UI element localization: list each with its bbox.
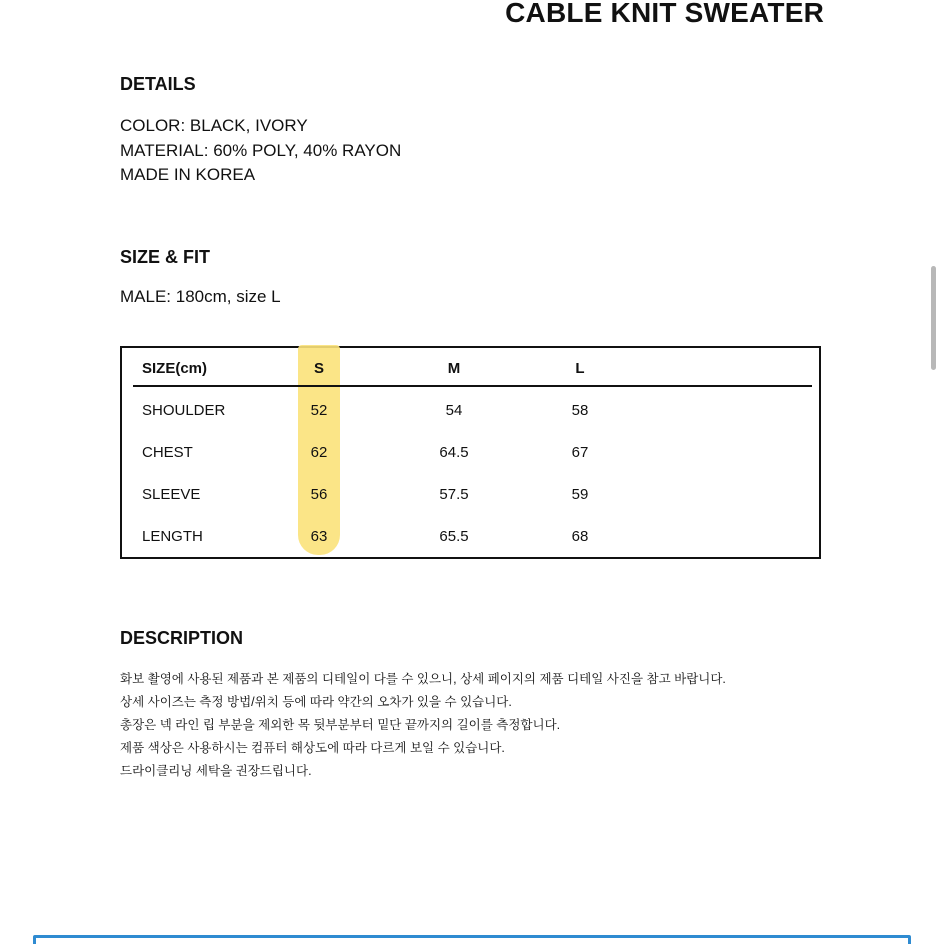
table-cell: 54 xyxy=(445,402,463,419)
description-line: 총장은 넥 라인 립 부분을 제외한 목 뒷부분부터 밑단 끝까지의 길이를 측정합니다. xyxy=(120,718,561,732)
description-line: 제품 색상은 사용하시는 컴퓨터 해상도에 따라 다르게 보일 수 있습니다. xyxy=(120,741,505,755)
table-row-label: SLEEVE xyxy=(142,486,201,503)
detail-color: COLOR: BLACK, IVORY xyxy=(120,116,308,135)
bottom-action-box[interactable] xyxy=(33,935,911,944)
description-heading: DESCRIPTION xyxy=(120,628,244,648)
table-cell: 63 xyxy=(310,528,328,545)
description-line: 상세 사이즈는 측정 방법/위치 등에 따라 약간의 오차가 있을 수 있습니다. xyxy=(120,695,512,709)
description-line: 드라이클리닝 세탁을 권장드립니다. xyxy=(120,764,312,778)
table-cell: 64.5 xyxy=(439,444,469,461)
table-header-l: L xyxy=(575,360,585,377)
model-info: MALE: 180cm, size L xyxy=(120,287,281,306)
table-header-divider xyxy=(133,385,812,387)
size-fit-heading: SIZE & FIT xyxy=(120,247,210,267)
table-cell: 59 xyxy=(571,486,589,503)
description-list xyxy=(120,668,726,783)
table-cell: 58 xyxy=(571,402,589,419)
table-cell: 65.5 xyxy=(439,528,469,545)
detail-origin: MADE IN KOREA xyxy=(120,165,256,184)
table-header-m: M xyxy=(447,360,461,377)
size-table xyxy=(120,346,821,559)
scrollbar-thumb[interactable] xyxy=(931,266,936,370)
table-cell: 67 xyxy=(571,444,589,461)
table-row-label: SHOULDER xyxy=(142,402,226,419)
table-cell: 57.5 xyxy=(439,486,469,503)
table-row-label: CHEST xyxy=(142,444,193,461)
product-title: CABLE KNIT SWEATER xyxy=(505,0,824,28)
table-cell: 68 xyxy=(571,528,589,545)
description-line: 화보 촬영에 사용된 제품과 본 제품의 디테일이 다를 수 있으니, 상세 페이지의 제품 디테일 사진을 참고 바랍니다. xyxy=(120,672,726,686)
detail-material: MATERIAL: 60% POLY, 40% RAYON xyxy=(120,140,402,160)
table-row-label: LENGTH xyxy=(142,528,203,545)
details-heading: DETAILS xyxy=(120,74,196,94)
table-header-s: S xyxy=(313,360,325,377)
table-cell: 62 xyxy=(310,444,328,461)
details-list xyxy=(120,114,401,188)
table-header-size: SIZE(cm) xyxy=(142,360,208,377)
table-cell: 56 xyxy=(310,486,328,503)
table-cell: 52 xyxy=(310,402,328,419)
